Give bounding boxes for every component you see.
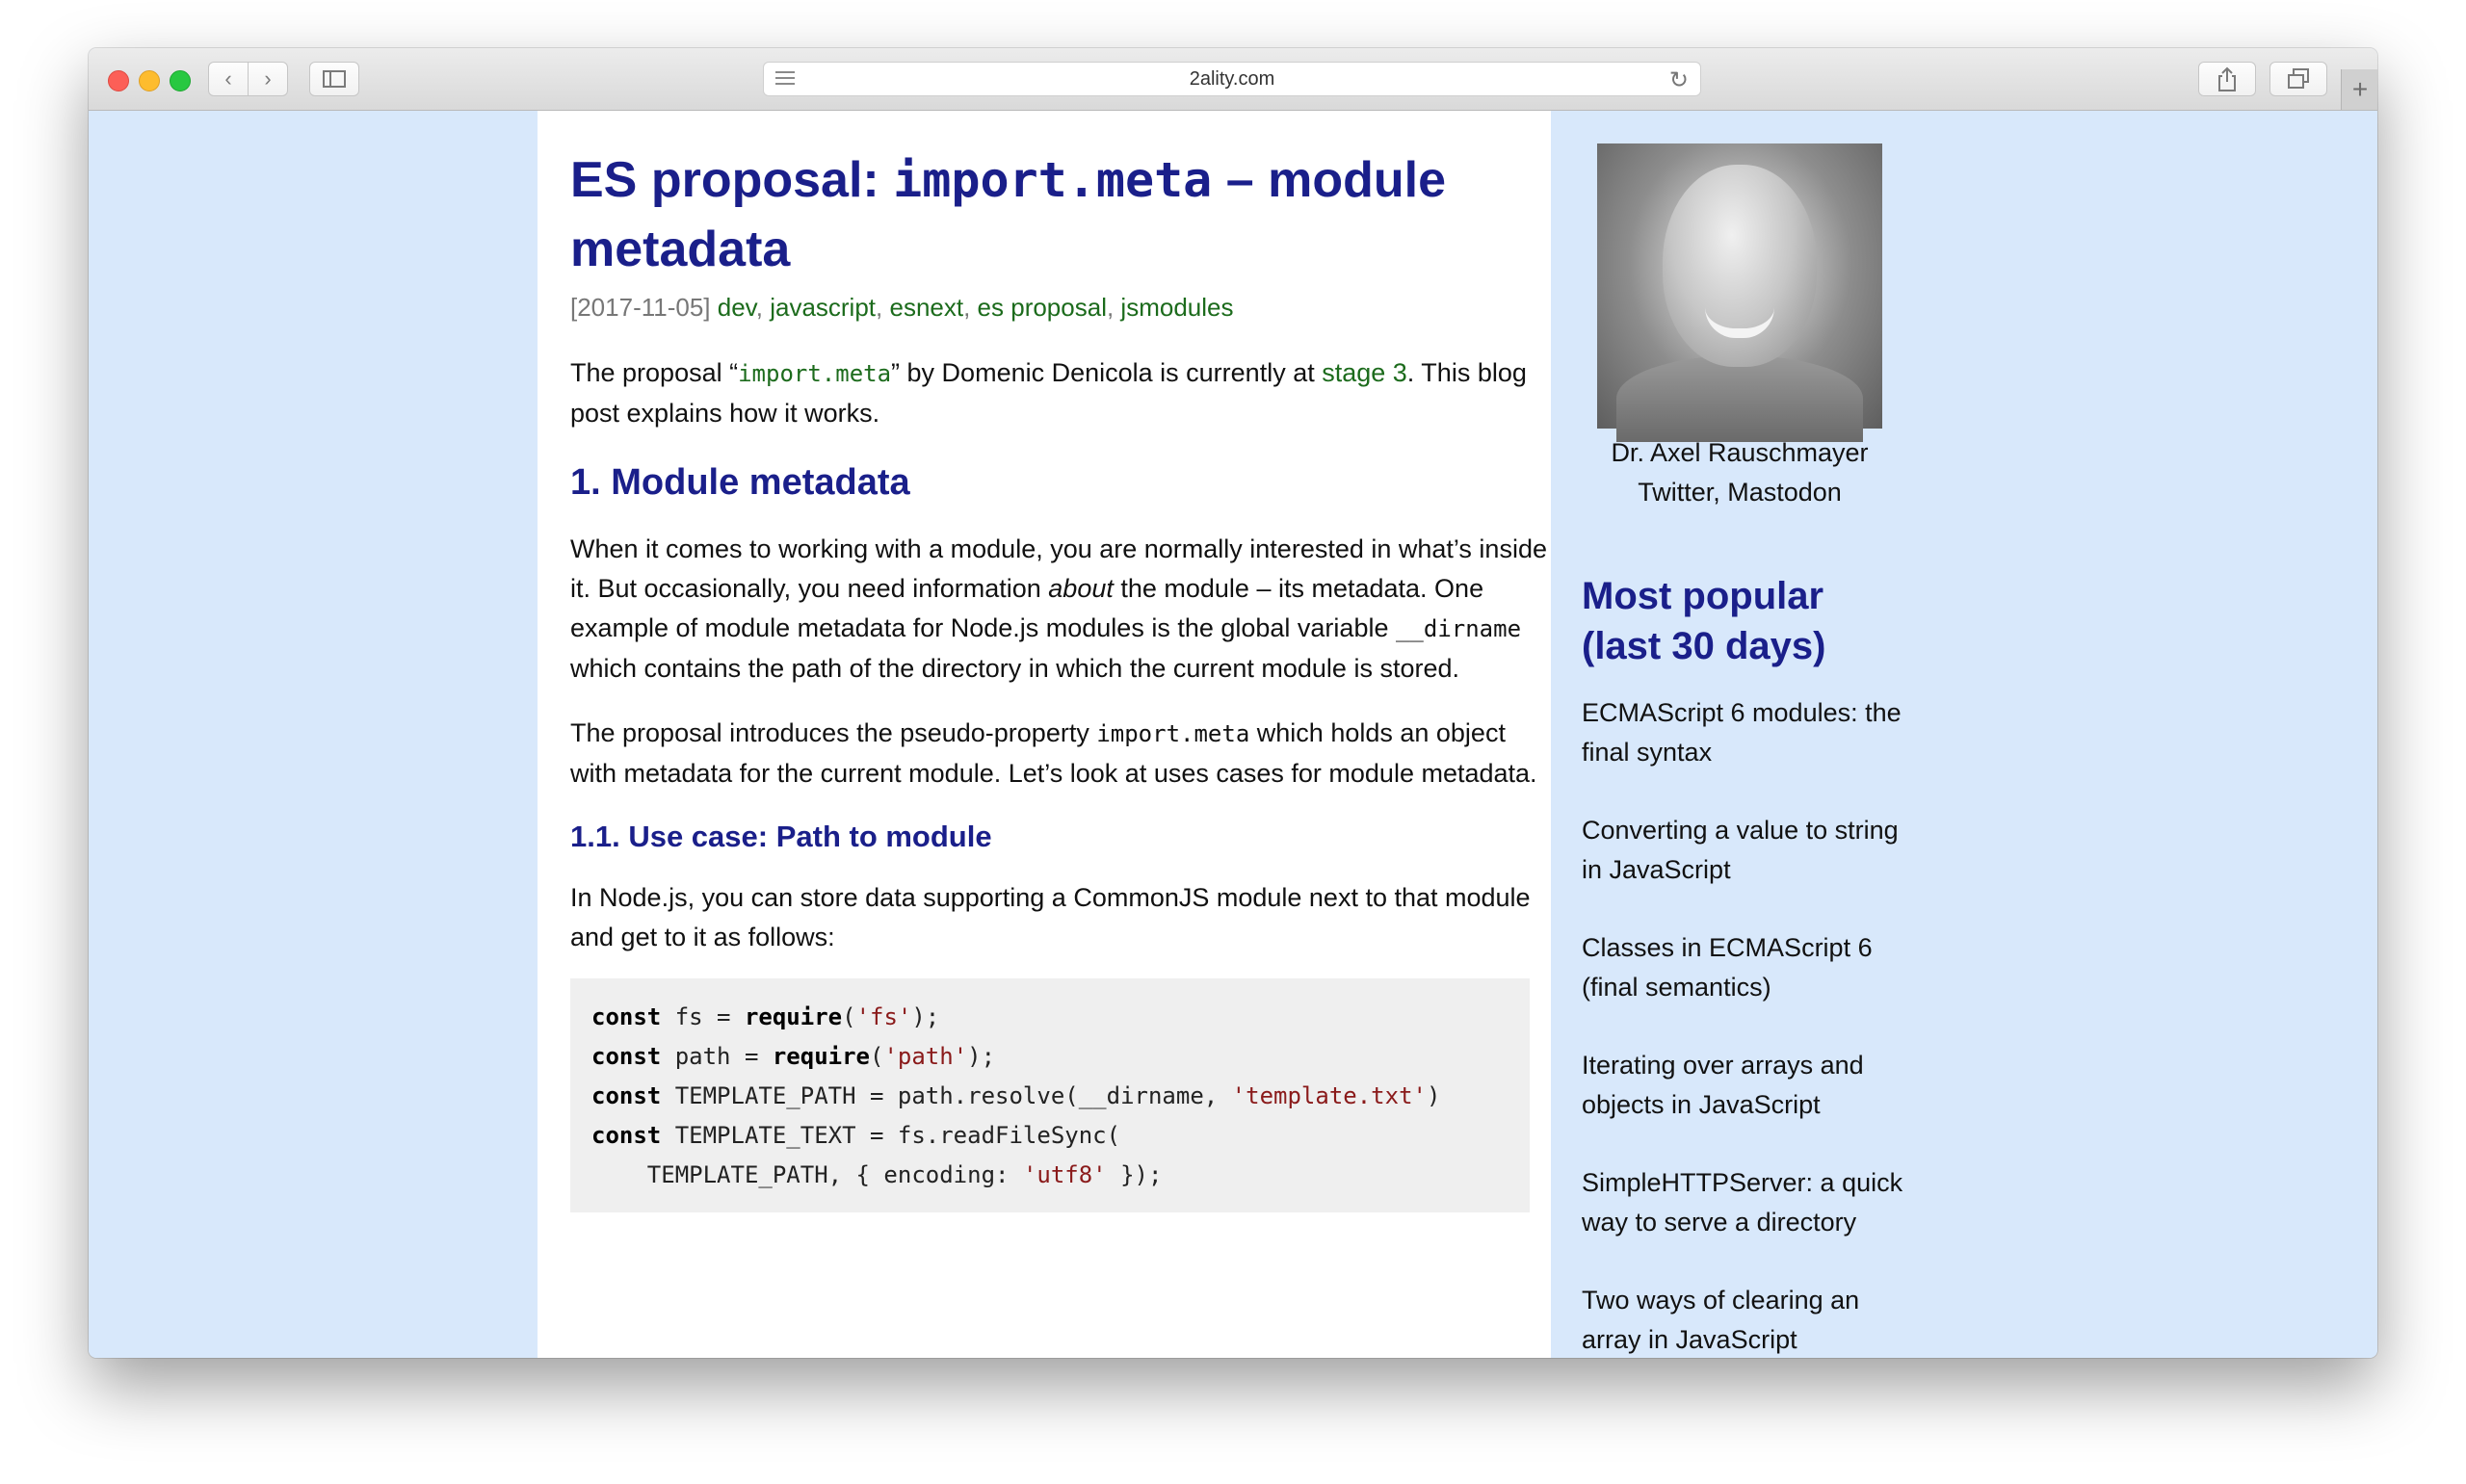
maximize-window-button[interactable] — [170, 70, 191, 91]
author-name: Dr. Axel Rauschmayer — [1611, 438, 1869, 467]
page-viewport[interactable] — [89, 111, 2377, 1358]
inline-code: __dirname — [1395, 615, 1522, 642]
article-meta: [2017-11-05] dev, javascript, esnext, es proposal, jsmodules — [570, 293, 1234, 322]
reader-view-icon[interactable] — [775, 71, 795, 89]
tabs-overview-icon — [2287, 68, 2310, 90]
popular-post-link[interactable]: Iterating over arrays and objects in JavaScript — [1582, 1051, 1864, 1119]
reload-icon[interactable]: ↻ — [1668, 67, 1689, 93]
minimize-window-button[interactable] — [139, 70, 160, 91]
back-button[interactable] — [208, 62, 249, 96]
browser-window — [89, 48, 2377, 1358]
tag-link-jsmodules[interactable]: jsmodules — [1120, 293, 1234, 322]
author-photo — [1597, 143, 1882, 429]
sidebar-icon — [323, 70, 346, 88]
popular-post-link[interactable]: ECMAScript 6 modules: the final syntax — [1582, 698, 1902, 767]
tag-link-es-proposal[interactable]: es proposal — [977, 293, 1107, 322]
twitter-link[interactable]: Twitter — [1638, 478, 1714, 507]
title-code: import.meta — [893, 152, 1213, 208]
stage-3-link[interactable]: stage 3 — [1322, 358, 1407, 387]
section-heading-module-metadata: 1. Module metadata — [570, 462, 910, 503]
tag-link-javascript[interactable]: javascript — [770, 293, 877, 322]
inline-code: import.meta — [738, 360, 892, 387]
paragraph: The proposal introduces the pseudo-property import.meta which holds an object with metadata for the current module. Let’s look at uses cases for module metadata. — [570, 718, 1537, 788]
mastodon-link[interactable]: Mastodon — [1727, 478, 1842, 507]
code-block: const fs = require('fs'); const path = require('path'); const TEMPLATE_PATH = path.resolve(__dirname, 'template.txt') const TEMPLATE_TEXT = fs.readFileSync( TEMPLATE_PATH, { encoding: 'utf8' }); — [570, 978, 1530, 1212]
post-date: [2017-11-05] — [570, 293, 711, 322]
popular-post-link[interactable]: SimpleHTTPServer: a quick way to serve a directory — [1582, 1168, 1903, 1237]
url-text: 2ality.com — [1189, 67, 1275, 90]
intro-paragraph: The proposal “import.meta” by Domenic Denicola is currently at stage 3. This blog post explains how it works. — [570, 358, 1527, 428]
new-tab-button[interactable] — [2341, 69, 2377, 110]
popular-post-link[interactable]: Converting a value to string in JavaScript — [1582, 816, 1899, 884]
right-sidebar — [1551, 111, 1903, 1358]
article-title: ES proposal: import.meta – module metadata — [570, 152, 1447, 277]
inline-code: import.meta — [1096, 720, 1250, 747]
share-icon — [2217, 66, 2238, 91]
paragraph: When it comes to working with a module, you are normally interested in what’s inside it. But occasionally, you need information about the module – its metadata. One example of module metadata for Node.js modules is the global variable __dirname which contains the path of the directory in which the current module is stored. — [570, 534, 1547, 683]
author-links: Twitter, Mastodon — [1638, 478, 1842, 507]
close-window-button[interactable] — [108, 70, 129, 91]
popular-post-link[interactable]: Classes in ECMAScript 6 (final semantics) — [1582, 933, 1873, 1002]
show-tabs-button[interactable] — [2269, 62, 2327, 96]
sidebar-toggle-button[interactable] — [309, 62, 359, 96]
plus-icon: + — [2351, 74, 2369, 104]
article-column — [538, 111, 1551, 1358]
popular-post-link[interactable]: Two ways of clearing an array in JavaScript — [1582, 1286, 1860, 1354]
forward-button[interactable] — [248, 62, 288, 96]
paragraph: In Node.js, you can store data supporting a CommonJS module next to that module and get to it as follows: — [570, 883, 1531, 951]
section-heading-use-case: 1.1. Use case: Path to module — [570, 820, 992, 853]
browser-toolbar — [89, 48, 2377, 111]
tag-link-dev[interactable]: dev — [717, 293, 756, 322]
chevron-left-icon: ‹ — [224, 66, 232, 91]
address-bar[interactable] — [763, 62, 1701, 96]
tag-link-esnext[interactable]: esnext — [889, 293, 964, 322]
article — [570, 145, 1547, 1212]
share-button[interactable] — [2198, 62, 2256, 96]
popular-posts-list — [1582, 693, 1909, 1358]
popular-heading: Most popular (last 30 days) — [1582, 575, 1826, 667]
chevron-right-icon: › — [264, 66, 272, 91]
